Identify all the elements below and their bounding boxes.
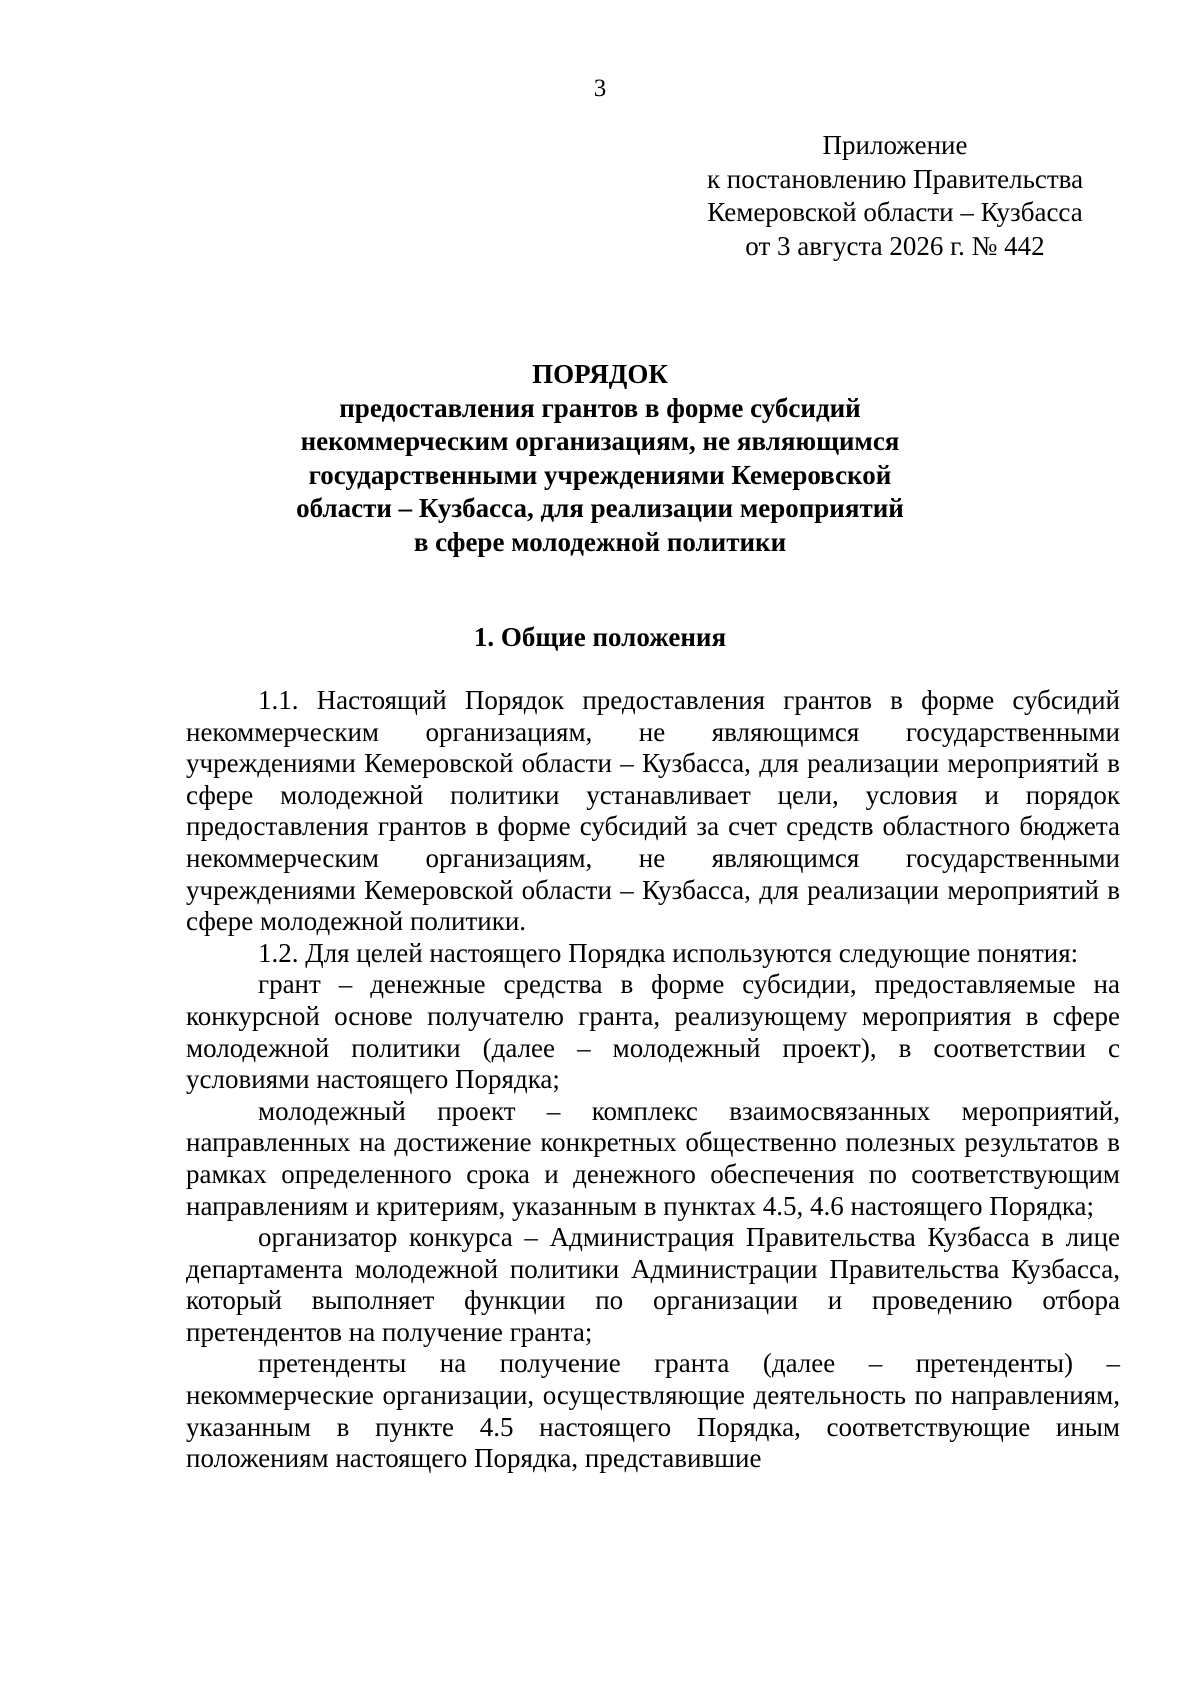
title-line: области – Кузбасса, для реализации мероприятий [296, 493, 904, 523]
appendix-line: Приложение [822, 130, 968, 160]
title-line: государственными учреждениями Кемеровской [308, 459, 892, 490]
title-line: ПОРЯДОК [532, 359, 668, 389]
appendix-block [700, 129, 1090, 263]
paragraph: 1.2. Для целей настоящего Порядка используются следующие понятия: [258, 937, 1079, 968]
title-line: в сфере молодежной политики [413, 526, 787, 557]
appendix-line: от 3 августа 2026 г. № 442 [745, 230, 1045, 261]
paragraph: грант – денежные средства в форме субсидии, предоставляемые на конкурсной основе получателю гранта, реализующему мероприятия в сфере молодежной политики (далее – молодежный проект), в соответствии с условиями настоящего Порядка; [186, 969, 1120, 1095]
appendix-line: Кемеровской области – Кузбасса [707, 197, 1083, 227]
paragraph: претенденты на получение гранта (далее – претенденты) – некоммерческие организации, осуществляющие деятельность по направлениям, указанным в пункте 4.5 настоящего Порядка, соответствующие иным положениям настоящего Порядка, представившие [186, 1348, 1120, 1474]
section-body [186, 685, 1120, 1475]
title-line: предоставления грантов в форме субсидий [339, 392, 861, 423]
paragraph: молодежный проект – комплекс взаимосвязанных мероприятий, направленных на достижение конкретных общественно полезных результатов в рамках определенного срока и денежного обеспечения по соответствующим направлениям и критериям, указанным в пунктах 4.5, 4.6 настоящего Порядка; [186, 1095, 1120, 1221]
paragraph: 1.1. Настоящий Порядок предоставления грантов в форме субсидий некоммерческим организациям, не являющимся государственными учреждениями Кемеровской области – Кузбасса, для реализации мероприятий в сфере молодежной политики устанавливает цели, условия и порядок предоставления грантов в форме субсидий за счет средств областного бюджета некоммерческим организациям, не являющимся государственными учреждениями Кемеровской области – Кузбасса, для реализации мероприятий в сфере молодежной политики. [186, 685, 1120, 937]
document-title [250, 358, 950, 559]
title-line: некоммерческим организациям, не являющимся [300, 426, 900, 456]
section-heading: 1. Общие положения [473, 622, 727, 652]
page-number: 3 [593, 75, 607, 102]
appendix-line: к постановлению Правительства [706, 163, 1084, 194]
paragraph: организатор конкурса – Администрация Правительства Кузбасса в лице департамента молодежной политики Администрации Правительства Кузбасса, который выполняет функции по организации и проведению отбора претендентов на получение гранта; [186, 1222, 1120, 1347]
